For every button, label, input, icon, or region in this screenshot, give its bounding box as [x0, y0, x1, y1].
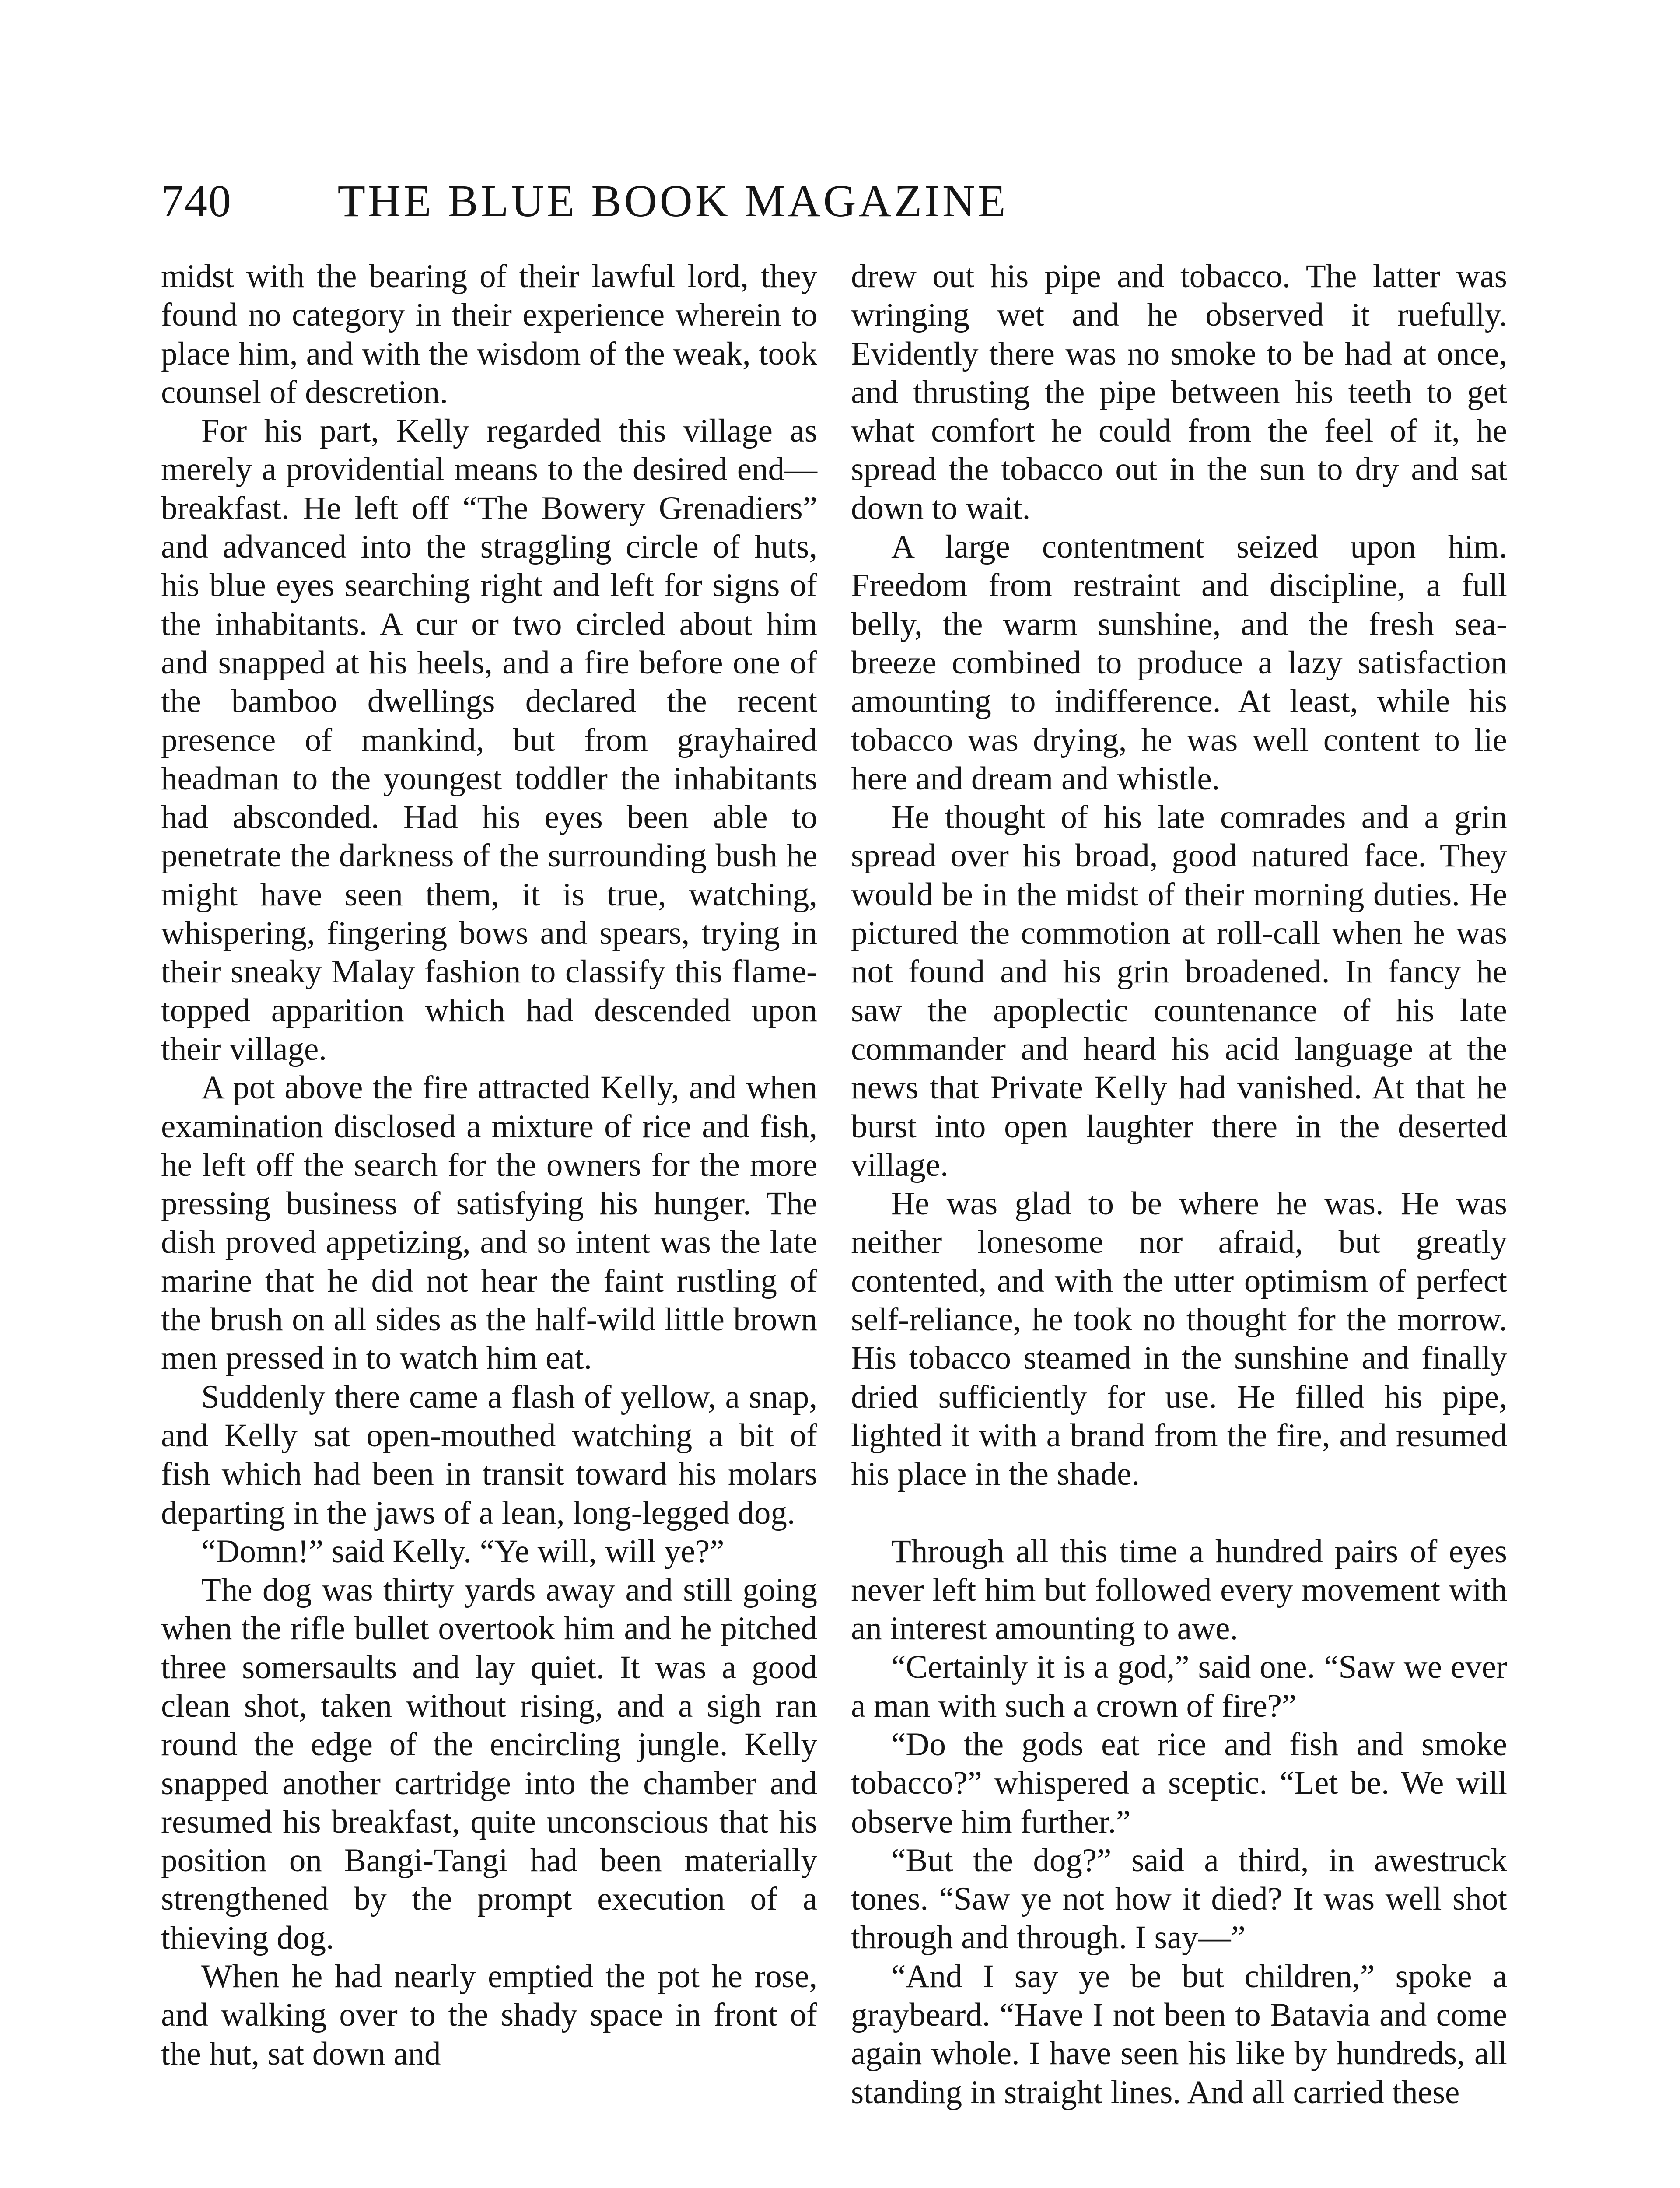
paragraph: The dog was thirty yards away and still going when the rifle bullet overtook him and he pitched three somersaults and lay quiet. It was a good clean shot, taken without rising, and a sigh ran round the edge of the encircling jungle. Kelly snapped another cartridge into the chamber and resumed his breakfast, quite unconscious that his position on Bangi-Tangi had been materially strengthened by the prompt execution of a thieving dog. [161, 1572, 817, 1956]
page-number: 740 [161, 176, 232, 226]
paragraph: Suddenly there came a flash of yellow, a snap, and Kelly sat open-mouthed watching a bit of fish which had been in transit toward his molars departing in the jaws of a lean, long-legged dog. [161, 1378, 817, 1531]
paragraph: Through all this time a hundred pairs of eyes never left him but followed every movement with an interest amounting to awe. [851, 1533, 1507, 1647]
paragraph: “And I say ye be but children,” spoke a graybeard. “Have I not been to Batavia and come again whole. I have seen his like by hundreds, all standing in straight lines. And all carried these [851, 1958, 1507, 2111]
paragraph: “But the dog?” said a third, in awestruck tones. “Saw ye not how it died? It was well shot through and through. I say—” [851, 1842, 1507, 1956]
right-column [851, 257, 1507, 2112]
page-header [161, 171, 1185, 232]
paragraph: drew out his pipe and tobacco. The latter was wringing wet and he observed it ruefully. Evidently there was no smoke to be had at once, and thrusting the pipe between his teeth to get what comfort he could from the feel of it, he spread the tobacco out in the sun to dry and sat down to wait. [851, 258, 1507, 526]
paragraph: “Certainly it is a god,” said one. “Saw we ever a man with such a crown of fire?” [851, 1649, 1507, 1724]
left-column [161, 257, 817, 2073]
paragraph: “Do the gods eat rice and fish and smoke tobacco?” whispered a sceptic. “Let be. We will observe him further.” [851, 1726, 1507, 1840]
paragraph: He was glad to be where he was. He was neither lonesome nor afraid, but greatly contented, and with the utter optimism of perfect self-reliance, he took no thought for the morrow. His tobacco steamed in the sunshine and finally dried sufficiently for use. He filled his pipe, lighted it with a brand from the fire, and resumed his place in the shade. [851, 1185, 1507, 1493]
paragraph: For his part, Kelly regarded this village as merely a providential means to the desired end—breakfast. He left off “The Bowery Grenadiers” and advanced into the straggling circle of huts, his blue eyes searching right and left for signs of the inhabitants. A cur or two circled about him and snapped at his heels, and a fire before one of the bamboo dwellings declared the recent presence of mankind, but from grayhaired headman to the youngest toddler the inhabitants had absconded. Had his eyes been able to penetrate the darkness of the surrounding bush he might have seen them, it is true, watching, whispering, fingering bows and spears, trying in their sneaky Malay fashion to classify this flame-topped apparition which had descended upon their village. [161, 413, 817, 1067]
paragraph: A pot above the fire attracted Kelly, and when examination disclosed a mixture of rice and fish, he left off the search for the owners for the more pressing business of satisfying his hunger. The dish proved appetizing, and so intent was the late marine that he did not hear the faint rustling of the brush on all sides as the half-wild little brown men pressed in to watch him eat. [161, 1069, 817, 1377]
paragraph: A large contentment seized upon him. Freedom from restraint and discipline, a full belly, the warm sunshine, and the fresh sea-breeze combined to produce a lazy satisfaction amounting to indifference. At least, while his tobacco was drying, he was well content to lie here and dream and whistle. [851, 529, 1507, 797]
paragraph: “Domn!” said Kelly. “Ye will, will ye?” [201, 1533, 724, 1570]
running-title: THE BLUE BOOK MAGAZINE [337, 176, 1008, 226]
paragraph: When he had nearly emptied the pot he rose, and walking over to the shady space in front of the hut, sat down and [161, 1958, 817, 2072]
paragraph: midst with the bearing of their lawful lord, they found no category in their experience wherein to place him, and with the wisdom of the weak, took counsel of descretion. [161, 258, 817, 410]
paragraph: He thought of his late comrades and a grin spread over his broad, good natured face. They would be in the midst of their morning duties. He pictured the commotion at roll-call when he was not found and his grin broadened. In fancy he saw the apoplectic countenance of his late commander and heard his acid language at the news that Private Kelly had vanished. At that he burst into open laughter there in the deserted village. [851, 799, 1507, 1183]
